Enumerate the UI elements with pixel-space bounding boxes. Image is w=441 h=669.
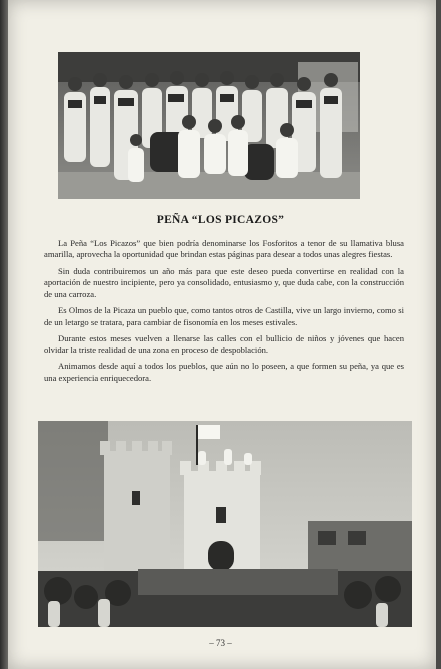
castle-float-image — [38, 421, 412, 627]
castle-float-photo — [38, 421, 412, 627]
book-spine — [0, 0, 8, 669]
paragraph-4: Durante estos meses vuelven a llenarse las calles con el bullicio de niños y jóvenes que hacen olvidar la triste realidad de una zona en proceso de despoblación. — [44, 333, 404, 355]
group-photo — [58, 52, 360, 199]
group-photo-image — [58, 52, 360, 199]
paragraph-5: Animamos desde aquí a todos los pueblos, que aún no lo poseen, a que formen su peña, ya que es una experiencia enriquecedora. — [44, 361, 404, 383]
paragraph-2: Sin duda contribuiremos un año más para que este deseo pueda convertirse en realidad con la aportación de nuestro incipiente, pero ya consolidado, entusiasmo y, que duda cabe, con la construcción de una carroza. — [44, 266, 404, 299]
section-heading: PEÑA “LOS PICAZOS” — [156, 214, 285, 226]
page-number: – 73 – — [209, 638, 232, 648]
article-body — [44, 238, 404, 389]
paragraph-1: La Peña “Los Picazos” que bien podría denominarse los Fosforitos a tenor de su llamativa blusa amarilla, aprovecha la oportunidad que brindan estas páginas para desear a todos unas alegres fiestas. — [44, 238, 404, 260]
paragraph-3: Es Olmos de la Picaza un pueblo que, como tantos otros de Castilla, vive un largo invierno, como si de un letargo se tratara, para cambiar de fisonomía en los meses estivales. — [44, 305, 404, 327]
